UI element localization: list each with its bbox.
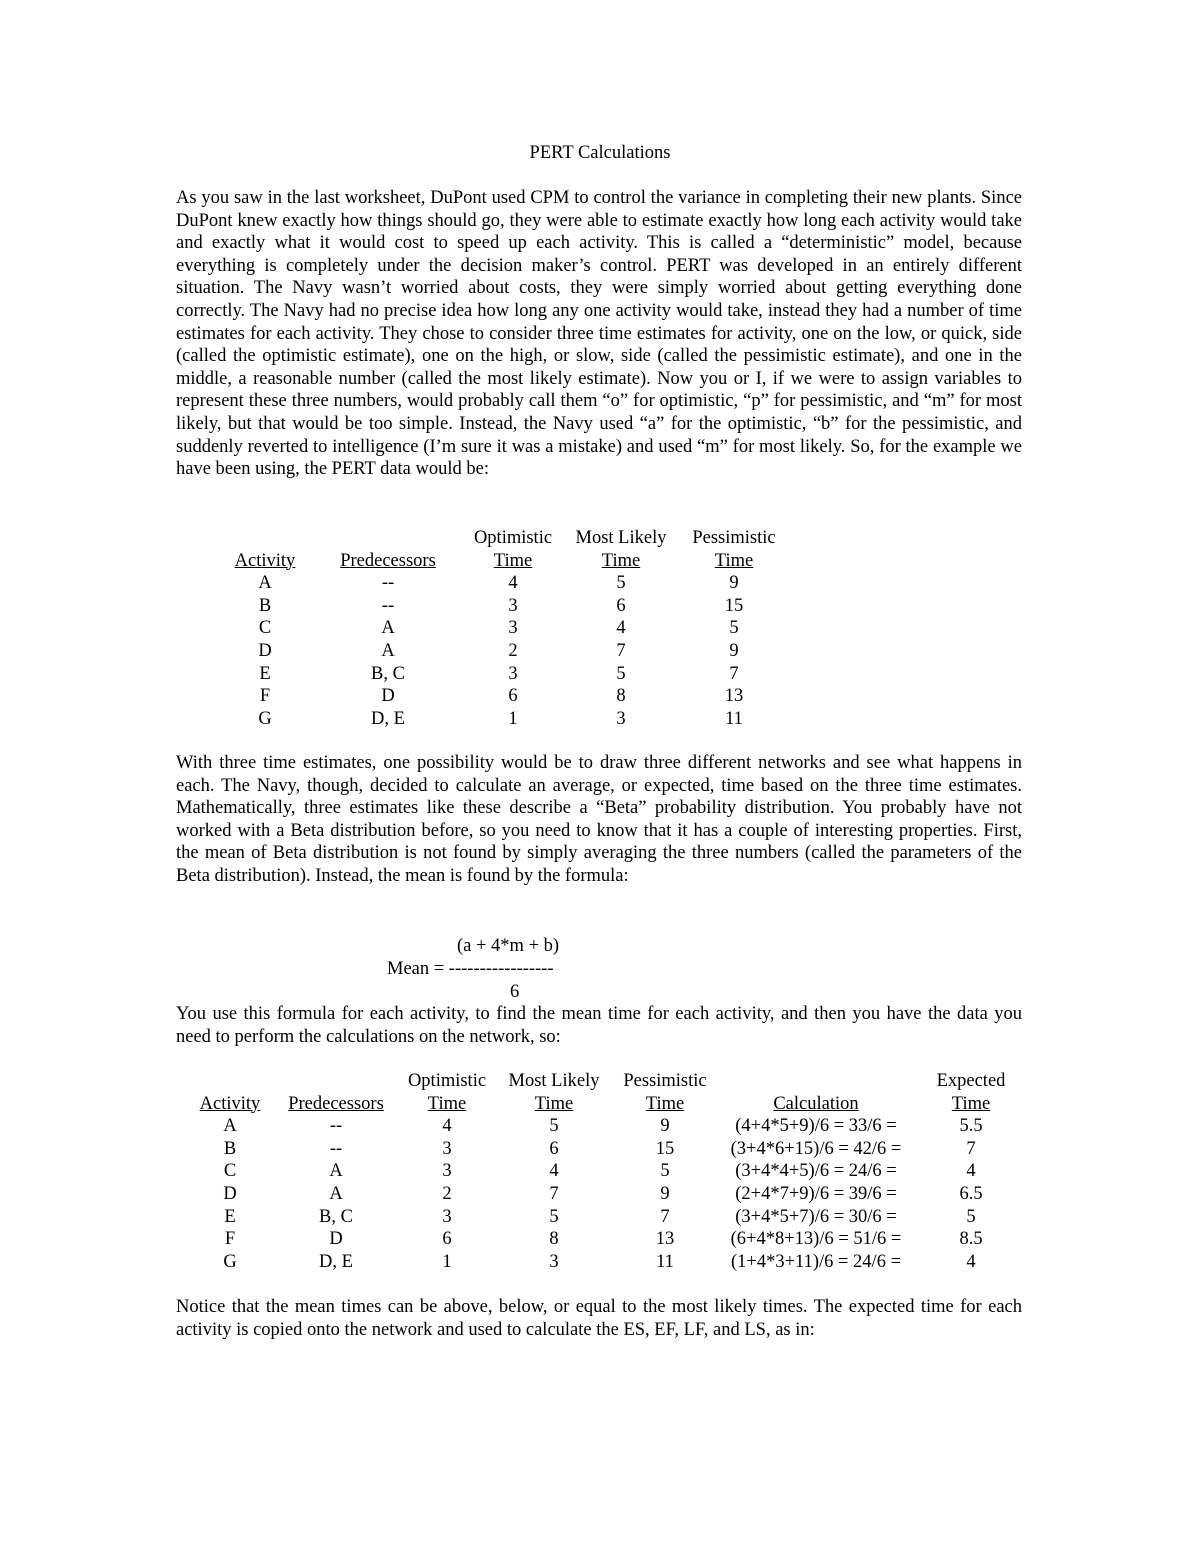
table-cell: --: [329, 1138, 343, 1159]
header-cell: Pessimistic: [692, 528, 776, 548]
table-cell: 3: [508, 618, 518, 639]
table-header-row-bottom: [188, 1093, 1026, 1116]
table-cell: 15: [724, 595, 744, 616]
table-cell: 8.5: [959, 1229, 983, 1250]
table-cell: 5: [966, 1206, 976, 1227]
header-cell: Activity: [234, 550, 296, 571]
table-cell: C: [223, 1161, 237, 1182]
table-cell: 9: [729, 640, 739, 661]
table-cell: A: [381, 640, 395, 661]
header-cell: Time: [601, 550, 641, 571]
table-cell: D, E: [371, 708, 405, 729]
table-cell: A: [258, 573, 272, 594]
header-cell: Time: [427, 1093, 467, 1114]
header-cell: Optimistic: [407, 1071, 487, 1091]
header-cell: Expected: [936, 1071, 1006, 1091]
table-cell: A: [329, 1183, 343, 1204]
table-cell: 2: [508, 640, 518, 661]
formula-label: Mean = -----------------: [387, 959, 554, 979]
table-cell: G: [223, 1251, 237, 1272]
table-row: [222, 617, 784, 640]
table-cell: 5: [549, 1116, 559, 1137]
expected-time-table: [188, 1070, 1026, 1273]
table-row: [222, 708, 784, 731]
table-cell: 5: [660, 1161, 670, 1182]
table-row: [188, 1115, 1026, 1138]
table-cell: B, C: [371, 663, 405, 684]
table-cell: 6: [616, 595, 626, 616]
table-cell: 5: [729, 618, 739, 639]
table-cell: 3: [508, 663, 518, 684]
table-row: [188, 1251, 1026, 1274]
header-cell: Time: [534, 1093, 574, 1114]
header-cell: Pessimistic: [623, 1071, 707, 1091]
header-cell: Most Likely: [575, 528, 667, 548]
formula-usage-paragraph: You use this formula for each activity, to find the mean time for each activity, and then you have the data you need to perform the calculations on the network, so:: [176, 1004, 1022, 1047]
conclusion-paragraph: Notice that the mean times can be above, below, or equal to the most likely times. The expected time for each activity is copied onto the network and used to calculate the ES, EF, LF, and LS, as in:: [176, 1297, 1022, 1340]
table-cell: D: [258, 640, 272, 661]
table-cell: --: [381, 595, 395, 616]
table-cell: (3+4*4+5)/6 = 24/6 =: [735, 1161, 897, 1182]
table-cell: 6: [549, 1138, 559, 1159]
table-cell: 6: [442, 1229, 452, 1250]
header-cell: Time: [951, 1093, 991, 1114]
formula-denominator: 6: [510, 982, 520, 1002]
table-cell: 5.5: [959, 1116, 983, 1137]
table-row: [188, 1228, 1026, 1251]
table-cell: 8: [549, 1229, 559, 1250]
table-cell: 5: [616, 663, 626, 684]
table-cell: A: [381, 618, 395, 639]
table-cell: D: [381, 686, 395, 707]
table-cell: 7: [616, 640, 626, 661]
table-cell: (3+4*6+15)/6 = 42/6 =: [730, 1138, 902, 1159]
table-cell: E: [224, 1206, 236, 1227]
header-cell: Most Likely: [508, 1071, 600, 1091]
table-cell: 7: [660, 1206, 670, 1227]
beta-paragraph: With three time estimates, one possibility would be to draw three different networks and see what happens in each. The Navy, though, decided to calculate an average, or expected, time based on the three time estimates. Mathematically, three estimates like these describe a “Beta” probability distribution. You probably have not worked with a Beta distribution before, so you need to know that it has a couple of interesting properties. First, the mean of Beta distribution is not found by simply averaging the three numbers (called the parameters of the Beta distribution). Instead, the mean is found by the formula:: [176, 753, 1022, 886]
table-cell: 8: [616, 686, 626, 707]
table-cell: 2: [442, 1183, 452, 1204]
table-cell: 1: [442, 1251, 452, 1272]
table-cell: 6.5: [959, 1183, 983, 1204]
table-cell: 15: [655, 1138, 675, 1159]
table-row: [222, 663, 784, 686]
table-cell: C: [258, 618, 272, 639]
table-cell: 11: [725, 708, 743, 729]
table-row: [188, 1206, 1026, 1229]
table-cell: A: [223, 1116, 237, 1137]
table-cell: B: [223, 1138, 237, 1159]
header-cell: Activity: [199, 1093, 261, 1114]
table-row: [222, 572, 784, 595]
page-title: PERT Calculations: [529, 143, 671, 163]
formula-numerator: (a + 4*m + b): [457, 936, 560, 956]
header-cell: Time: [645, 1093, 685, 1114]
table-cell: E: [259, 663, 271, 684]
table-cell: G: [258, 708, 272, 729]
table-cell: D, E: [319, 1251, 353, 1272]
header-cell: [716, 1070, 916, 1093]
table-cell: 4: [616, 618, 626, 639]
header-cell: Time: [714, 550, 754, 571]
table-cell: 3: [442, 1206, 452, 1227]
table-cell: 3: [508, 595, 518, 616]
table-cell: D: [329, 1229, 343, 1250]
table-cell: --: [381, 573, 395, 594]
table-cell: 1: [508, 708, 518, 729]
table-cell: 4: [966, 1161, 976, 1182]
table-row: [188, 1160, 1026, 1183]
header-cell: Predecessors: [340, 550, 436, 571]
table-header-row-top: [188, 1070, 1026, 1093]
header-cell: Time: [493, 550, 533, 571]
table-cell: 9: [660, 1116, 670, 1137]
table-cell: B: [258, 595, 272, 616]
table-cell: --: [329, 1116, 343, 1137]
table-cell: 7: [729, 663, 739, 684]
table-cell: 11: [656, 1251, 674, 1272]
header-cell: Calculation: [773, 1093, 859, 1114]
header-cell: Optimistic: [473, 528, 553, 548]
table-cell: 4: [549, 1161, 559, 1182]
table-cell: (6+4*8+13)/6 = 51/6 =: [730, 1229, 902, 1250]
table-cell: A: [329, 1161, 343, 1182]
table-cell: (2+4*7+9)/6 = 39/6 =: [735, 1183, 897, 1204]
table-row: [222, 595, 784, 618]
table-cell: 3: [442, 1161, 452, 1182]
table-row: [188, 1183, 1026, 1206]
table-row: [222, 640, 784, 663]
pert-data-table: [222, 527, 784, 730]
table-cell: 6: [508, 686, 518, 707]
header-cell: [272, 1070, 400, 1093]
table-cell: 13: [655, 1229, 675, 1250]
table-cell: 4: [508, 573, 518, 594]
header-cell: [188, 1070, 272, 1093]
table-cell: 3: [549, 1251, 559, 1272]
header-cell: Predecessors: [288, 1093, 384, 1114]
table-cell: 3: [442, 1138, 452, 1159]
header-cell: [308, 527, 468, 550]
table-cell: 3: [616, 708, 626, 729]
table-row: [188, 1138, 1026, 1161]
table-cell: 7: [966, 1138, 976, 1159]
table-cell: 7: [549, 1183, 559, 1204]
table-cell: 4: [966, 1251, 976, 1272]
table-cell: B, C: [319, 1206, 353, 1227]
table-row: [222, 685, 784, 708]
intro-paragraph: As you saw in the last worksheet, DuPont used CPM to control the variance in completing their new plants. Since DuPont knew exactly how things should go, they were able to estimate exactly how long each activity would take and exactly what it would cost to speed up each activity. This is called a “deterministic” model, because everything is completely under the decision maker’s control. PERT was developed in an entirely different situation. The Navy wasn’t worried about costs, they were simply worried about getting everything done correctly. The Navy had no precise idea how long any one activity would take, instead they had a number of time estimates for each activity. They chose to consider three time estimates for activity, one on the low, or quick, side (called the optimistic estimate), one on the high, or slow, side (called the pessimistic estimate), and one in the middle, a reasonable number (called the most likely estimate). Now you or I, if we were to assign variables to represent these three numbers, would probably call them “o” for optimistic, “p” for pessimistic, and “m” for most likely, but that would be too simple. Instead, the Navy used “a” for the optimistic, “b” for the pessimistic, and suddenly reverted to intelligence (I’m sure it was a mistake) and used “m” for most likely. So, for the example we have been using, the PERT data would be:: [176, 188, 1022, 480]
table-cell: 4: [442, 1116, 452, 1137]
table-header-row-bottom: [222, 550, 784, 573]
table-cell: 5: [616, 573, 626, 594]
table-cell: F: [224, 1229, 236, 1250]
table-cell: 5: [549, 1206, 559, 1227]
table-cell: 9: [660, 1183, 670, 1204]
table-cell: 9: [729, 573, 739, 594]
table-cell: (3+4*5+7)/6 = 30/6 =: [735, 1206, 897, 1227]
table-cell: 13: [724, 686, 744, 707]
table-cell: (1+4*3+11)/6 = 24/6 =: [730, 1251, 902, 1272]
header-cell: [222, 527, 308, 550]
table-cell: D: [223, 1183, 237, 1204]
table-cell: (4+4*5+9)/6 = 33/6 =: [735, 1116, 897, 1137]
table-cell: F: [259, 686, 271, 707]
table-header-row-top: [222, 527, 784, 550]
